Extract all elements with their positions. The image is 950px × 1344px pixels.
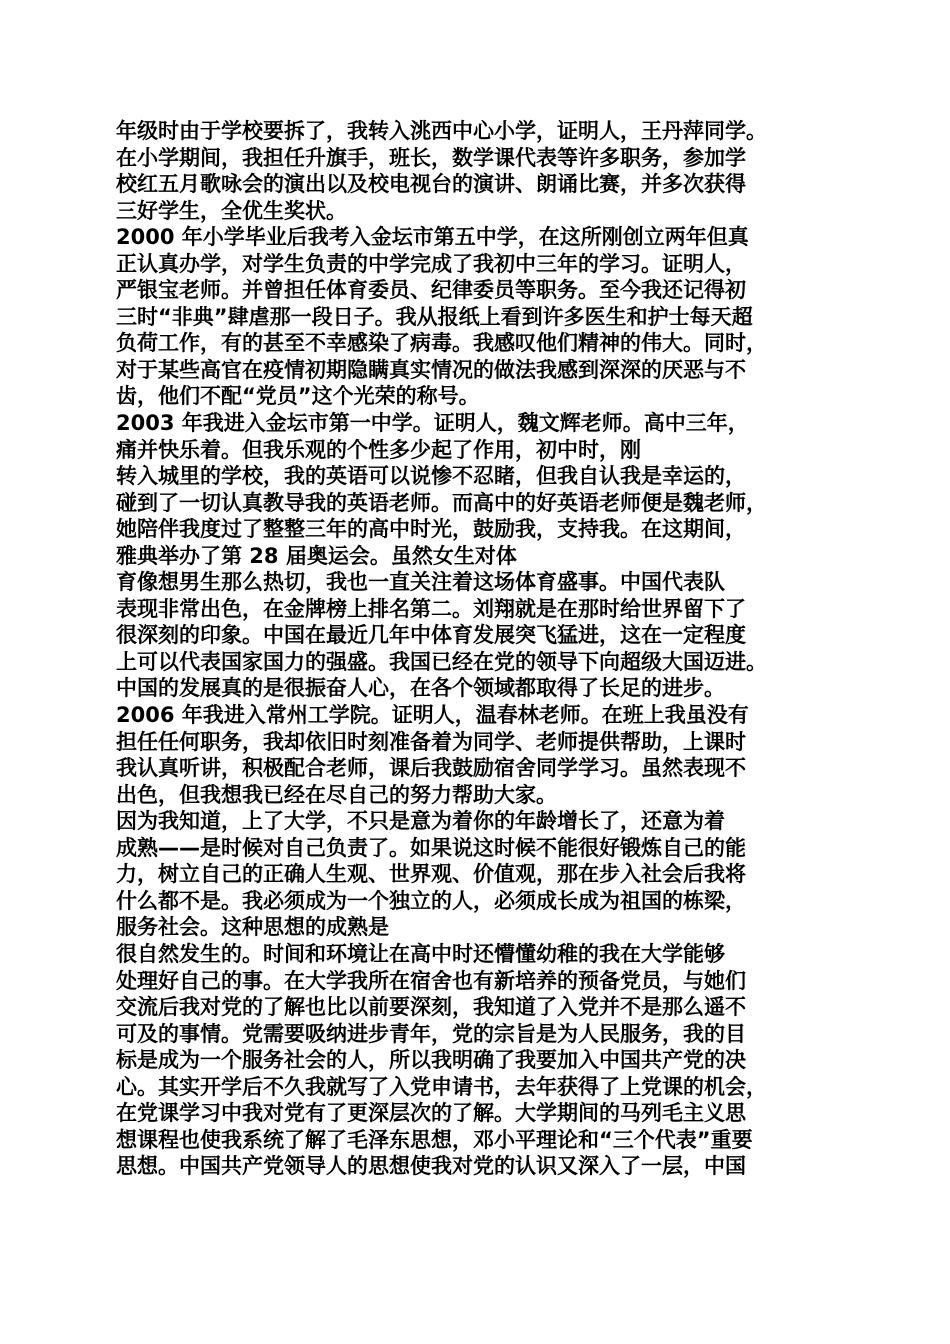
text-line: 痛并快乐着。但我乐观的个性多少起了作用，初中时，刚	[116, 437, 641, 462]
text-line: 中国的发展真的是很振奋人心，在各个领域都取得了长足的进步。	[116, 676, 725, 701]
text-line: 表现非常出色，在金牌榜上排名第二。刘翔就是在那时给世界留下了	[116, 596, 746, 621]
text-line: 很自然发生的。时间和环境让在高中时还懵懂幼稚的我在大学能够	[116, 941, 725, 966]
text-line: 什么都不是。我必须成为一个独立的人，必须成长成为祖国的栋梁，	[116, 888, 746, 913]
text-line: 她陪伴我度过了整整三年的高中时光，鼓励我，支持我。在这期间，	[116, 517, 746, 542]
text-line: 交流后我对党的了解也比以前要深刻，我知道了入党并不是那么遥不	[116, 995, 746, 1020]
text-line: 上可以代表国家国力的强盛。我国已经在党的领导下向超级大国迈进。	[116, 649, 767, 674]
text-line: 正认真办学，对学生负责的中学完成了我初中三年的学习。证明人，	[116, 251, 746, 276]
text-line: 三好学生，全优生奖状。	[116, 198, 347, 223]
text-line: 齿，他们不配“党员”这个光荣的称号。	[116, 384, 480, 409]
text-line: 年级时由于学校要拆了，我转入洮西中心小学，证明人，王丹萍同学。	[116, 119, 767, 143]
text-line: 想课程也使我系统了解了毛泽东思想，邓小平理论和“三个代表”重要	[116, 1127, 753, 1152]
text-line: 2000 年小学毕业后我考入金坛市第五中学，在这所刚创立两年但真	[116, 225, 749, 250]
text-line: 严银宝老师。并曾担任体育委员、纪律委员等职务。至今我还记得初	[116, 278, 746, 303]
text-line: 担任任何职务，我却依旧时刻准备着为同学、老师提供帮助，上课时	[116, 729, 746, 754]
text-line: 可及的事情。党需要吸纳进步青年，党的宗旨是为人民服务，我的目	[116, 1021, 746, 1046]
text-line: 雅典举办了第 28 届奥运会。虽然女生对体	[116, 543, 517, 568]
text-line: 力，树立自己的正确人生观、世界观、价值观，那在步入社会后我将	[116, 862, 746, 887]
text-line: 标是成为一个服务社会的人，所以我明确了我要加入中国共产党的决	[116, 1048, 746, 1073]
text-line: 处理好自己的事。在大学我所在宿舍也有新培养的预备党员，与她们	[116, 968, 746, 993]
text-line: 2006 年我进入常州工学院。证明人，温春林老师。在班上我虽没有	[116, 703, 749, 728]
text-line: 出色，但我想我已经在尽自己的努力帮助大家。	[116, 782, 557, 807]
text-line: 校红五月歌咏会的演出以及校电视台的演讲、朗诵比赛，并多次获得	[116, 172, 746, 197]
text-line: 碰到了一切认真教导我的英语老师。而高中的好英语老师便是魏老师，	[116, 490, 767, 515]
text-line: 服务社会。这种思想的成熟是	[116, 915, 389, 940]
text-line: 转入城里的学校，我的英语可以说惨不忍睹，但我自认我是幸运的，	[116, 464, 746, 489]
text-line: 成熟——是时候对自己负责了。如果说这时候不能很好锻炼自己的能	[116, 835, 746, 860]
text-line: 2003 年我进入金坛市第一中学。证明人，魏文辉老师。高中三年，	[116, 411, 749, 436]
text-line: 很深刻的印象。中国在最近几年中体育发展突飞猛进，这在一定程度	[116, 623, 746, 648]
text-line: 因为我知道，上了大学，不只是意为着你的年龄增长了，还意为着	[116, 809, 725, 834]
text-line: 负荷工作，有的甚至不幸感染了病毒。我感叹他们精神的伟大。同时，	[116, 331, 767, 356]
text-line: 三时“非典”肆虐那一段日子。我从报纸上看到许多医生和护士每天超	[116, 304, 753, 329]
text-line: 思想。中国共产党领导人的思想使我对党的认识又深入了一层，中国	[116, 1154, 746, 1179]
text-line: 育像想男生那么热切，我也一直关注着这场体育盛事。中国代表队	[116, 570, 725, 595]
text-line: 在小学期间，我担任升旗手，班长，数学课代表等许多职务，参加学	[116, 145, 746, 170]
text-line: 在党课学习中我对党有了更深层次的了解。大学期间的马列毛主义思	[116, 1101, 746, 1126]
text-line: 心。其实开学后不久我就写了入党申请书，去年获得了上党课的机会，	[116, 1074, 767, 1099]
text-line: 对于某些高官在疫情初期隐瞒真实情况的做法我感到深深的厌恶与不	[116, 357, 746, 382]
document-body	[116, 118, 846, 1180]
text-line: 我认真听讲，积极配合老师，课后我鼓励宿舍同学学习。虽然表现不	[116, 756, 746, 781]
